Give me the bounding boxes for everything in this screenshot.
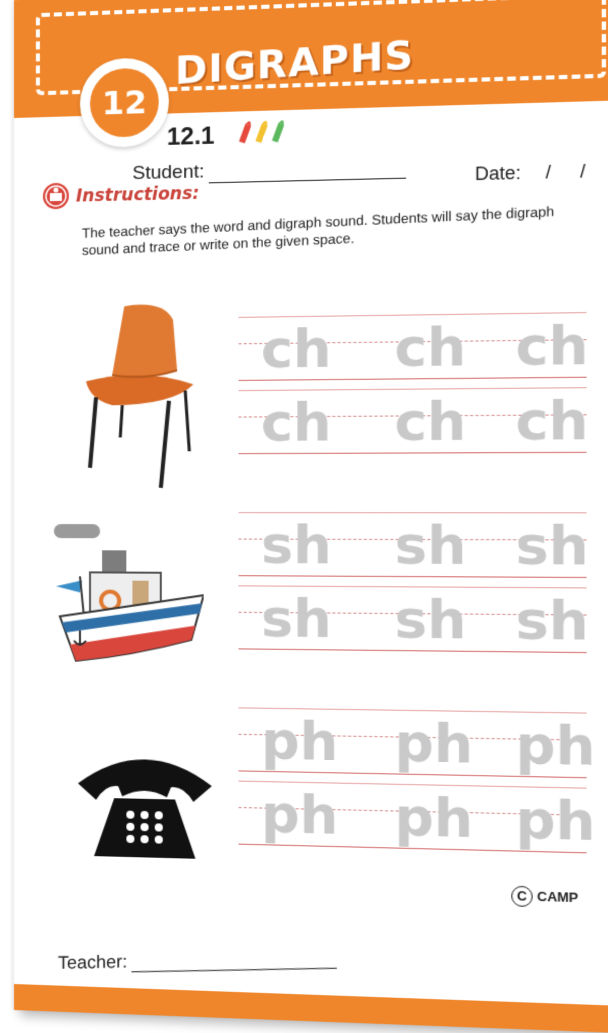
date-field[interactable]	[475, 161, 586, 185]
trace-letter: ch	[515, 315, 589, 379]
trace-letter: ph	[261, 710, 339, 774]
teacher-field[interactable]	[58, 947, 337, 973]
footer-bar	[14, 984, 608, 1033]
copyright-icon: C	[511, 886, 532, 907]
trace-letter: sh	[261, 515, 332, 577]
student-field[interactable]	[132, 156, 405, 185]
trace-letter: sh	[261, 588, 332, 651]
trace-letter: ph	[394, 712, 474, 777]
trace-letter: ph	[261, 784, 339, 848]
page-title: DIGRAPHS	[175, 32, 415, 94]
trace-row-sh-1[interactable]	[239, 512, 587, 589]
trace-letter: ph	[515, 789, 596, 854]
student-label: Student:	[132, 161, 205, 185]
student-write-line[interactable]	[209, 178, 406, 184]
trace-letter: ch	[394, 391, 467, 454]
trace-letter: ph	[394, 786, 474, 851]
teacher-label: Teacher:	[57, 951, 128, 973]
trace-letter: ch	[261, 392, 332, 455]
date-separator-1: /	[545, 161, 552, 183]
trace-row-ch-2[interactable]	[239, 387, 587, 465]
unit-badge	[80, 57, 169, 148]
lesson-number: 12.1	[166, 122, 215, 151]
trace-row-ch-1[interactable]	[239, 312, 587, 392]
trace-letter: sh	[515, 515, 589, 579]
trace-row-sh-2[interactable]	[239, 585, 587, 664]
trace-row-ph-2[interactable]	[239, 781, 596, 865]
trace-row-ph-1[interactable]	[239, 707, 596, 789]
telephone-picture	[74, 743, 216, 867]
reading-icon	[42, 182, 70, 211]
brand-name: CAMP	[536, 888, 579, 906]
instructions-label: Instructions:	[75, 183, 200, 207]
chair-picture	[72, 299, 204, 490]
copyright-mark	[511, 886, 578, 909]
date-separator-2: /	[580, 160, 586, 182]
trace-letter: ph	[515, 714, 596, 779]
trace-letter: sh	[515, 590, 589, 654]
unit-number: 12	[90, 67, 159, 138]
teacher-write-line[interactable]	[131, 968, 337, 973]
trace-letter: ch	[261, 318, 332, 381]
guide-line-top	[239, 512, 587, 513]
trace-letter: ch	[515, 390, 589, 454]
ship-picture	[52, 520, 204, 672]
instructions-text: The teacher says the word and digraph sound. Students will say the digraph sound and trace or write on the given space.	[81, 203, 555, 259]
trace-letter: sh	[394, 589, 467, 652]
trace-letter: sh	[394, 515, 467, 578]
crayons-icon	[234, 120, 296, 148]
trace-letter: ch	[394, 316, 467, 380]
date-label: Date:	[474, 162, 521, 185]
worksheet-page	[14, 0, 608, 1033]
